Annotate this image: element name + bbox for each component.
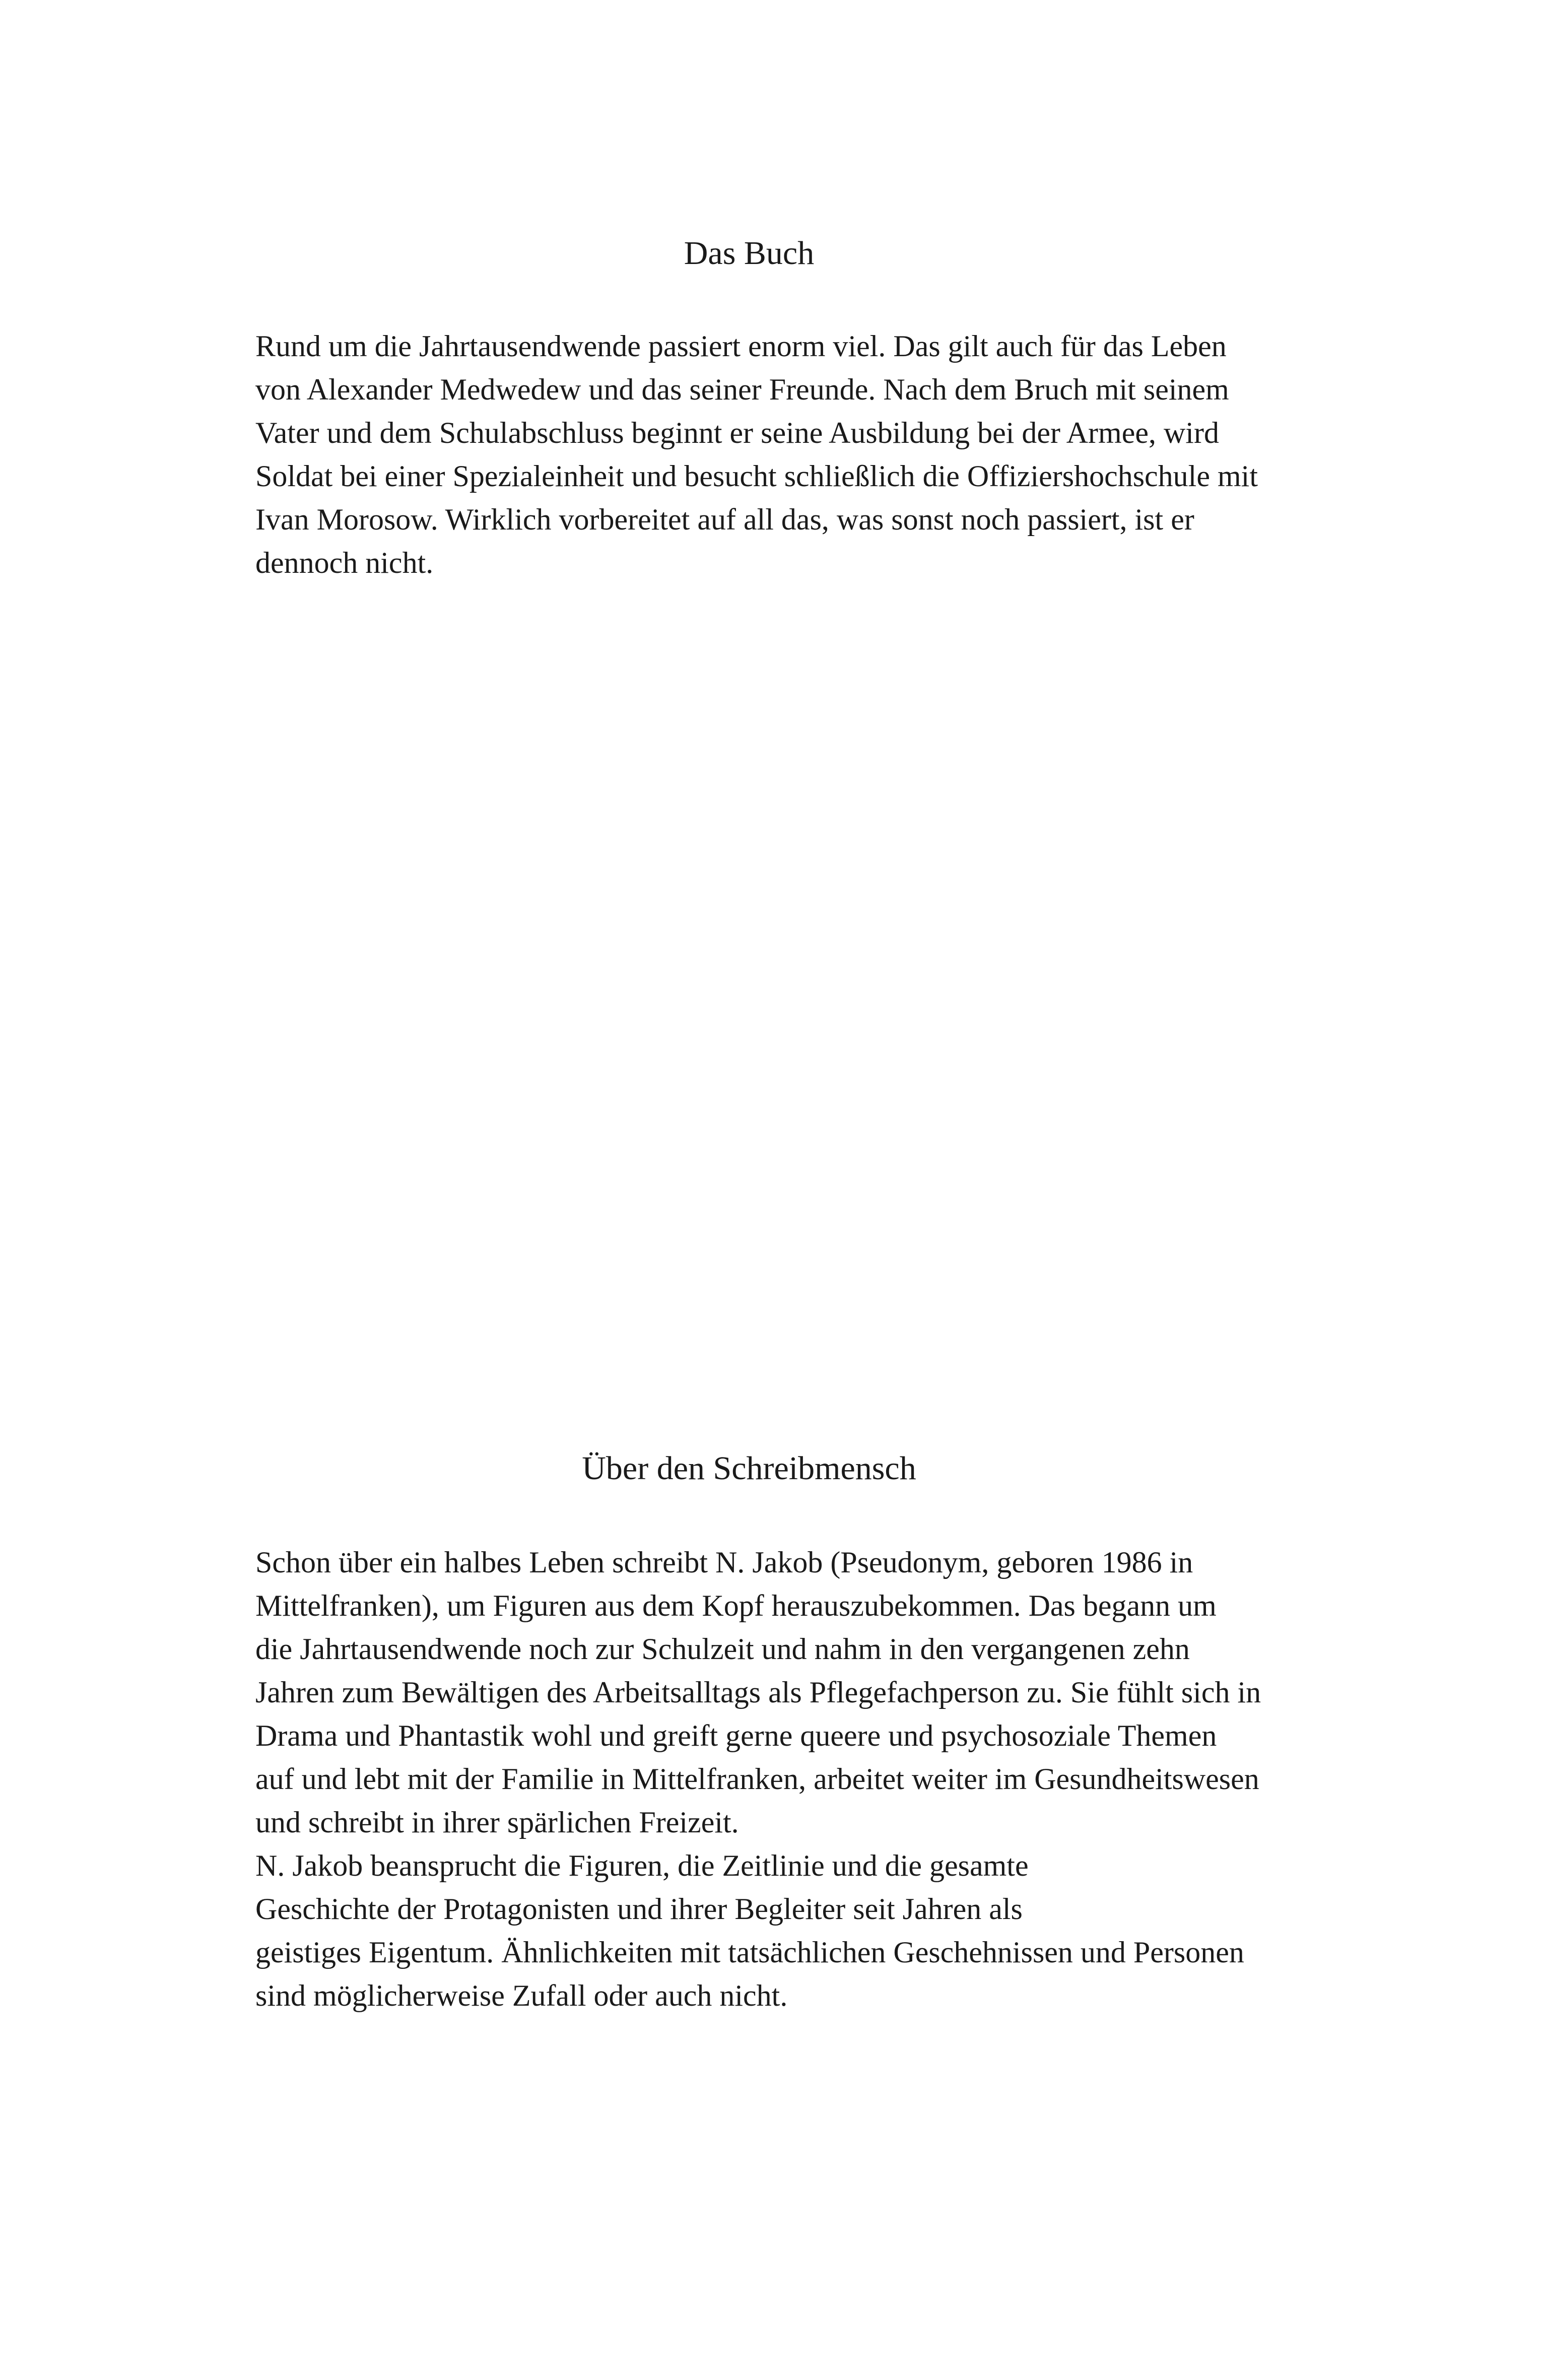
text-line: von Alexander Medwedew und das seiner Freunde. Nach dem Bruch mit seinem <box>255 373 1229 406</box>
text-line: Vater und dem Schulabschluss beginnt er seine Ausbildung bei der Armee, wird <box>255 416 1219 449</box>
text-line: Mittelfranken), um Figuren aus dem Kopf herauszubekommen. Das begann um <box>255 1589 1217 1622</box>
text-line: Drama und Phantastik wohl und greift gerne queere und psychosoziale Themen <box>255 1719 1217 1752</box>
book-description <box>255 324 1258 584</box>
author-section <box>255 1450 1261 2017</box>
text-line: sind möglicherweise Zufall oder auch nicht. <box>255 1979 788 2012</box>
text-line: Schon über ein halbes Leben schreibt N. Jakob (Pseudonym, geboren 1986 in <box>255 1546 1193 1579</box>
text-line: Soldat bei einer Spezialeinheit und besucht schließlich die Offiziershochschule mit <box>255 459 1258 493</box>
text-line: dennoch nicht. <box>255 546 434 579</box>
text-line: Jahren zum Bewältigen des Arbeitsalltags als Pflegefachperson zu. Sie fühlt sich in <box>255 1676 1261 1709</box>
book-title: Das Buch <box>684 235 815 272</box>
text-line: Geschichte der Protagonisten und ihrer Begleiter seit Jahren als <box>255 1892 1023 1926</box>
text-line: Rund um die Jahrtausendwende passiert enorm viel. Das gilt auch für das Leben <box>255 329 1227 363</box>
book-section <box>255 235 1258 584</box>
text-line: auf und lebt mit der Familie in Mittelfranken, arbeitet weiter im Gesundheitswesen <box>255 1762 1259 1796</box>
author-description <box>255 1541 1261 2017</box>
text-line: N. Jakob beansprucht die Figuren, die Zeitlinie und die gesamte <box>255 1849 1029 1882</box>
author-title: Über den Schreibmensch <box>582 1450 916 1487</box>
text-line: geistiges Eigentum. Ähnlichkeiten mit tatsächlichen Geschehnissen und Personen <box>255 1936 1244 1969</box>
text-line: Ivan Morosow. Wirklich vorbereitet auf all das, was sonst noch passiert, ist er <box>255 503 1194 536</box>
text-line: die Jahrtausendwende noch zur Schulzeit und nahm in den vergangenen zehn <box>255 1632 1190 1666</box>
text-line: und schreibt in ihrer spärlichen Freizeit. <box>255 1806 739 1839</box>
